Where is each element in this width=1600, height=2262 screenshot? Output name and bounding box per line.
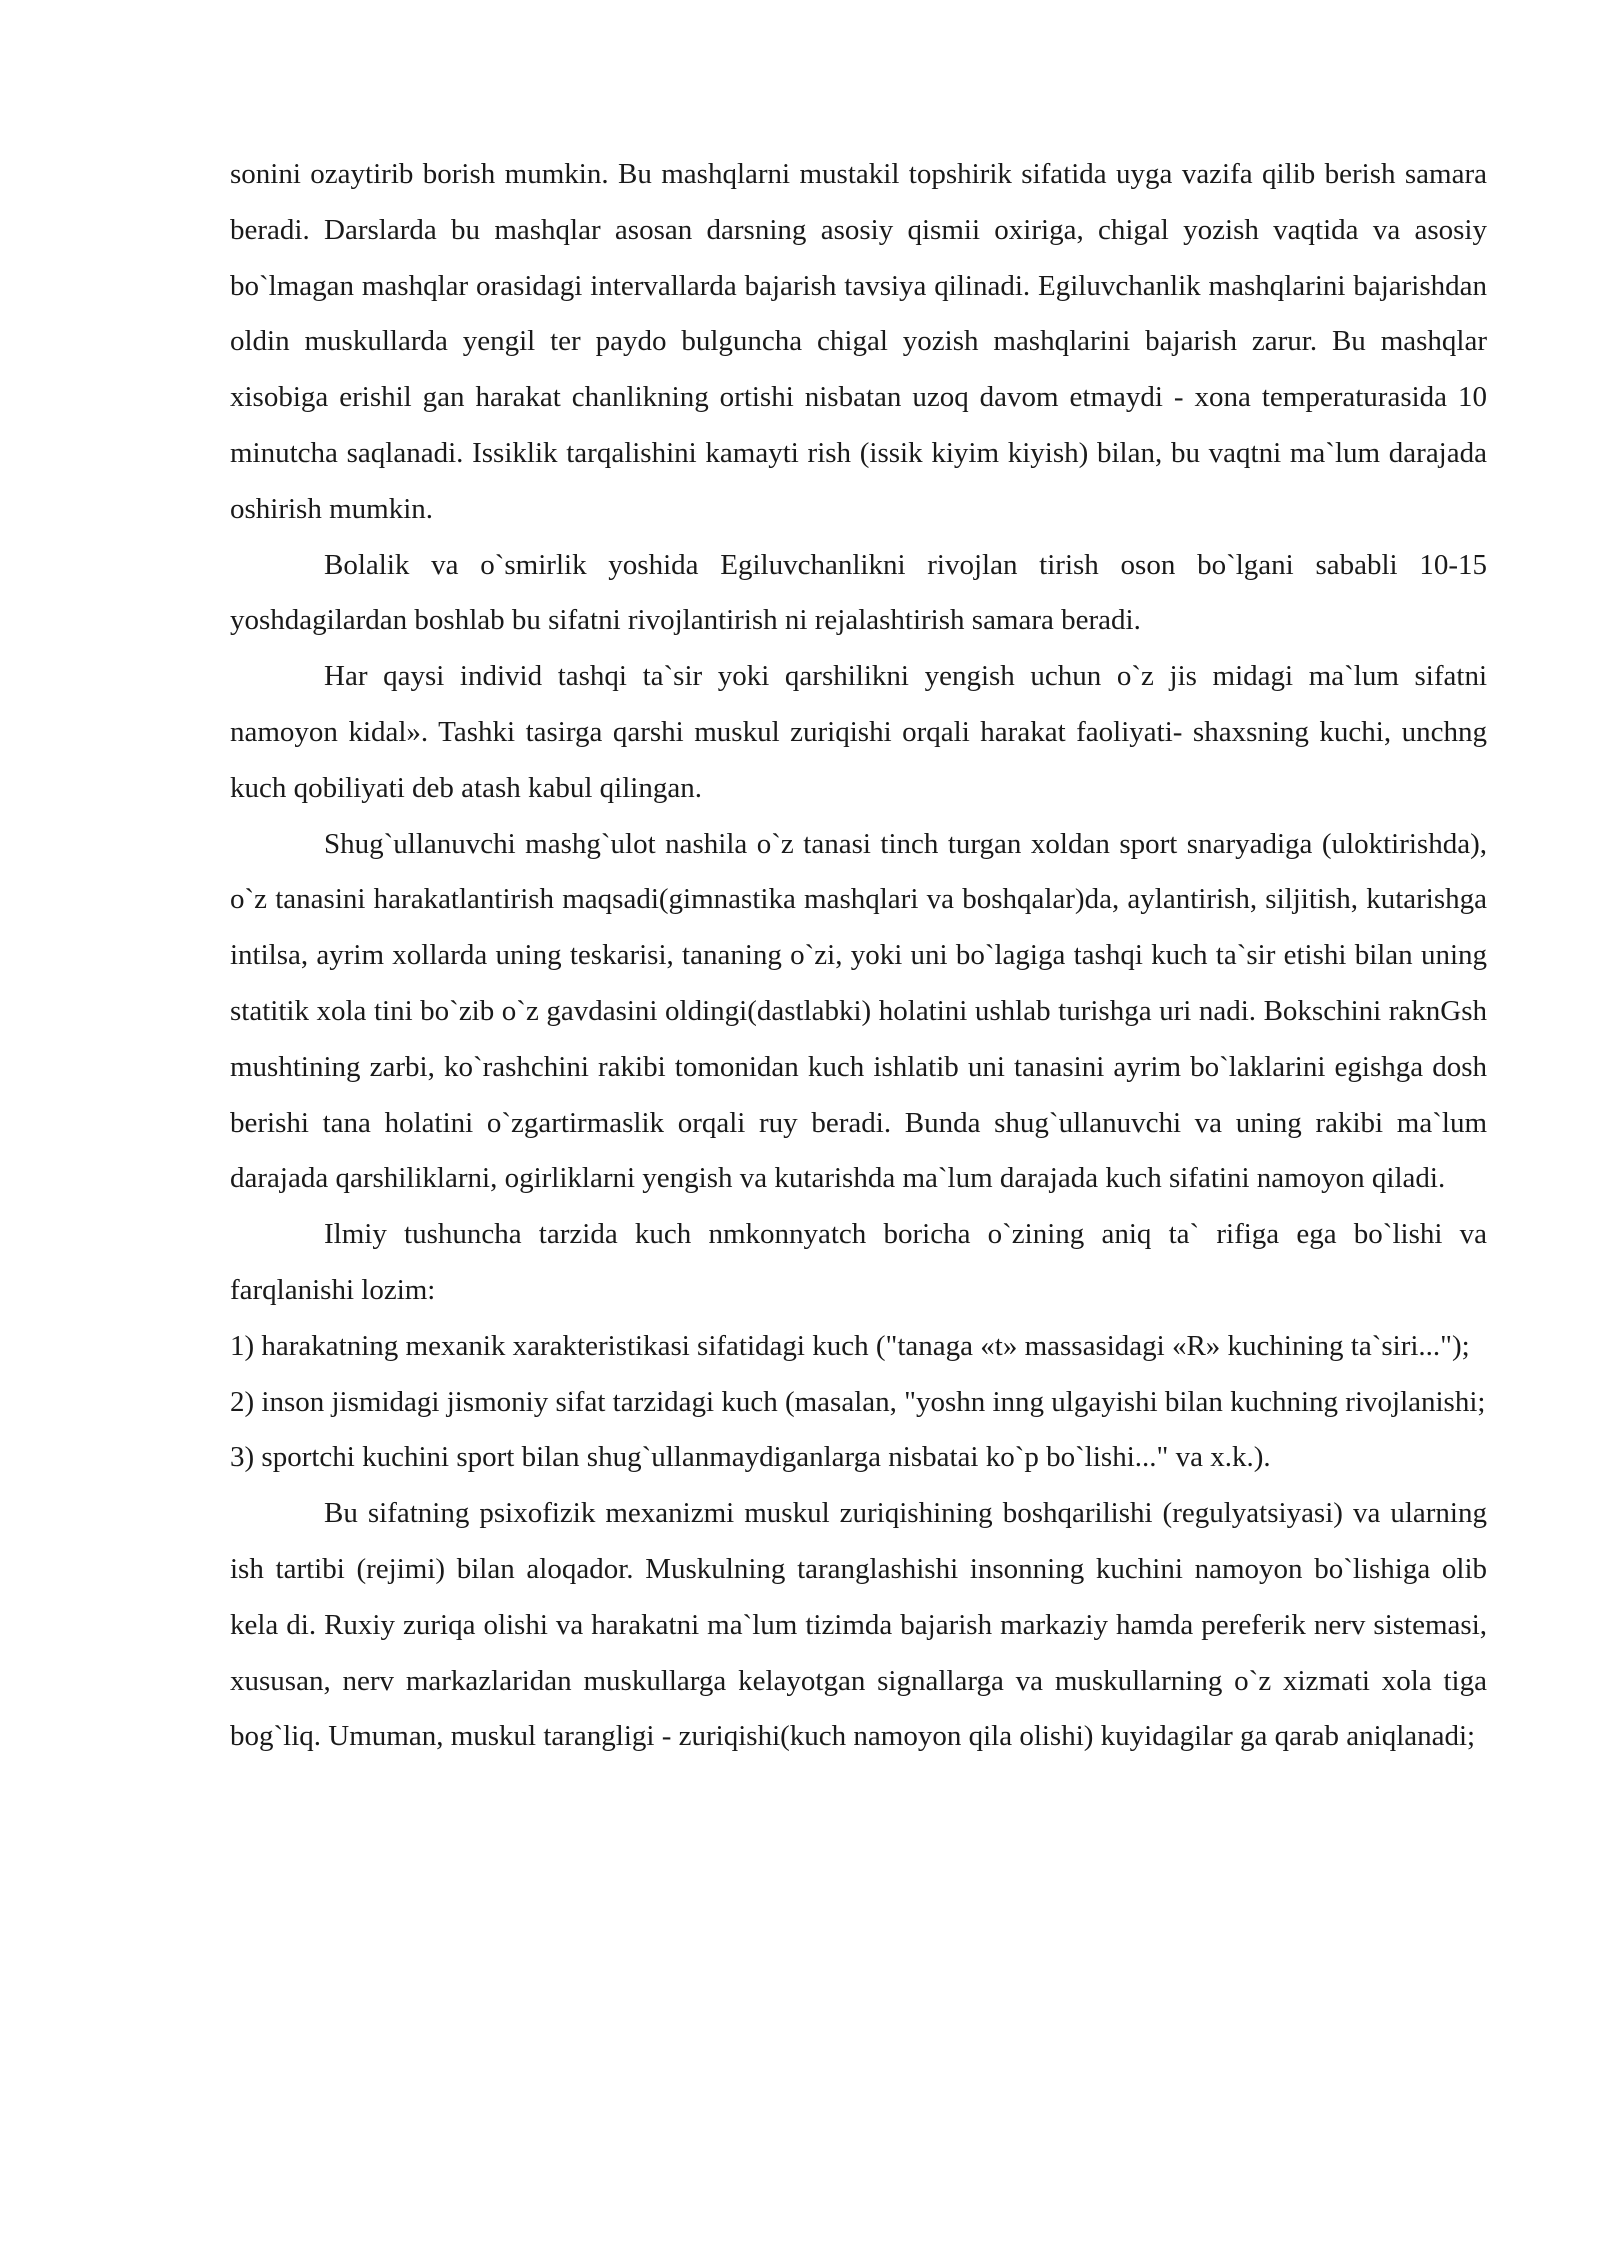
paragraph-scientific-concept: Ilmiy tushuncha tarzida kuch nmkonnyatch boricha o`zining aniq ta` rifiga ega bo`lishi va farqlanishi lozim: xyxy=(230,1218,1487,1306)
list-item-3: 3) sportchi kuchini sport bilan shug`ullanmaydiganlarga nisbatai ko`p bo`lishi..." va x.k.). xyxy=(230,1441,1271,1474)
paragraph-flexibility-age: Bolalik va o`smirlik yoshida Egiluvchanlikni rivojlan tirish oson bo`lgani sababli 10-15 yoshdagilardan boshlab bu sifatni rivojlantirish ni rejalashtirish samara beradi. xyxy=(230,548,1487,637)
body-text xyxy=(230,147,1487,1765)
paragraph-strength-definition: Har qaysi individ tashqi ta`sir yoki qarshilikni yengish uchun o`z jis midagi ma`lum sifatni namoyon kidal». Tashki tasirga qarshi muskul zuriqishi orqali harakat faoliyati- shaxsning kuchi, unchng kuch qobiliyati deb atash kabul qilingan. xyxy=(230,660,1487,804)
paragraph-continuation: sonini ozaytirib borish mumkin. Bu mashqlarni mustakil topshirik sifatida uyga vazifa qilib berish samara beradi. Darslarda bu mashqlar asosan darsning asosiy qismii oxiriga, chigal yozish vaqtida va asosiy bo`lmagan mashqlar orasidagi intervallarda bajarish tavsiya qilinadi. Egiluvchanlik mashqlarini bajarishdan oldin muskullarda yengil ter paydo bulguncha chigal yozish mashqlarini bajarish zarur. Bu mashqlar xisobiga erishil gan harakat chanlikning ortishi nisbatan uzoq davom etmaydi - xona temperaturasida 10 minutcha saqlanadi. Issiklik tarqalishini kamayti rish (issik kiyim kiyish) bilan, bu vaqtni ma`lum darajada oshirish mumkin. xyxy=(230,158,1487,525)
list-item-2: 2) inson jismidagi jismoniy sifat tarzidagi kuch (masalan, "yoshn inng ulgayishi bilan kuchning rivojlanishi; xyxy=(230,1385,1486,1418)
paragraph-strength-examples: Shug`ullanuvchi mashg`ulot nashila o`z tanasi tinch turgan xoldan sport snaryadiga (uloktirishda), o`z tanasini harakatlantirish maqsadi(gimnastika mashqlari va boshqalar)da, aylantirish, siljitish, kutarishga intilsa, ayrim xollarda uning teskarisi, tananing o`zi, yoki uni bo`lagiga tashqi kuch ta`sir etishi bilan uning statitik xola tini bo`zib o`z gavdasini oldingi(dastlabki) holatini ushlab turishga uri nadi. Bokschini raknGsh mushtining zarbi, ko`rashchini rakibi tomonidan kuch ishlatib uni tanasini ayrim bo`laklarini egishga dosh berishi tana holatini o`zgartirmaslik orqali ruy beradi. Bunda shug`ullanuvchi va uning rakibi ma`lum darajada qarshiliklarni, ogirliklarni yengish va kutarishda ma`lum darajada kuch sifatini namoyon qiladi. xyxy=(230,827,1487,1195)
list-item-1: 1) harakatning mexanik xarakteristikasi sifatidagi kuch ("tanaga «t» massasidagi «R» kuchining ta`siri..."); xyxy=(230,1329,1470,1362)
paragraph-psychophysical-mechanism: Bu sifatning psixofizik mexanizmi muskul zuriqishining boshqarilishi (regulyatsiyasi) va ularning ish tartibi (rejimi) bilan aloqador. Muskulning taranglashishi insonning kuchini namoyon bo`lishiga olib kela di. Ruxiy zuriqa olishi va harakatni ma`lum tizimda bajarish markaziy hamda pereferik nerv sistemasi, xususan, nerv markazlaridan muskullarga kelayotgan signallarga va muskullarning o`z xizmati xola tiga bog`liq. Umuman, muskul tarangligi - zuriqishi(kuch namoyon qila olishi) kuyidagilar ga qarab aniqlanadi; xyxy=(230,1497,1487,1753)
